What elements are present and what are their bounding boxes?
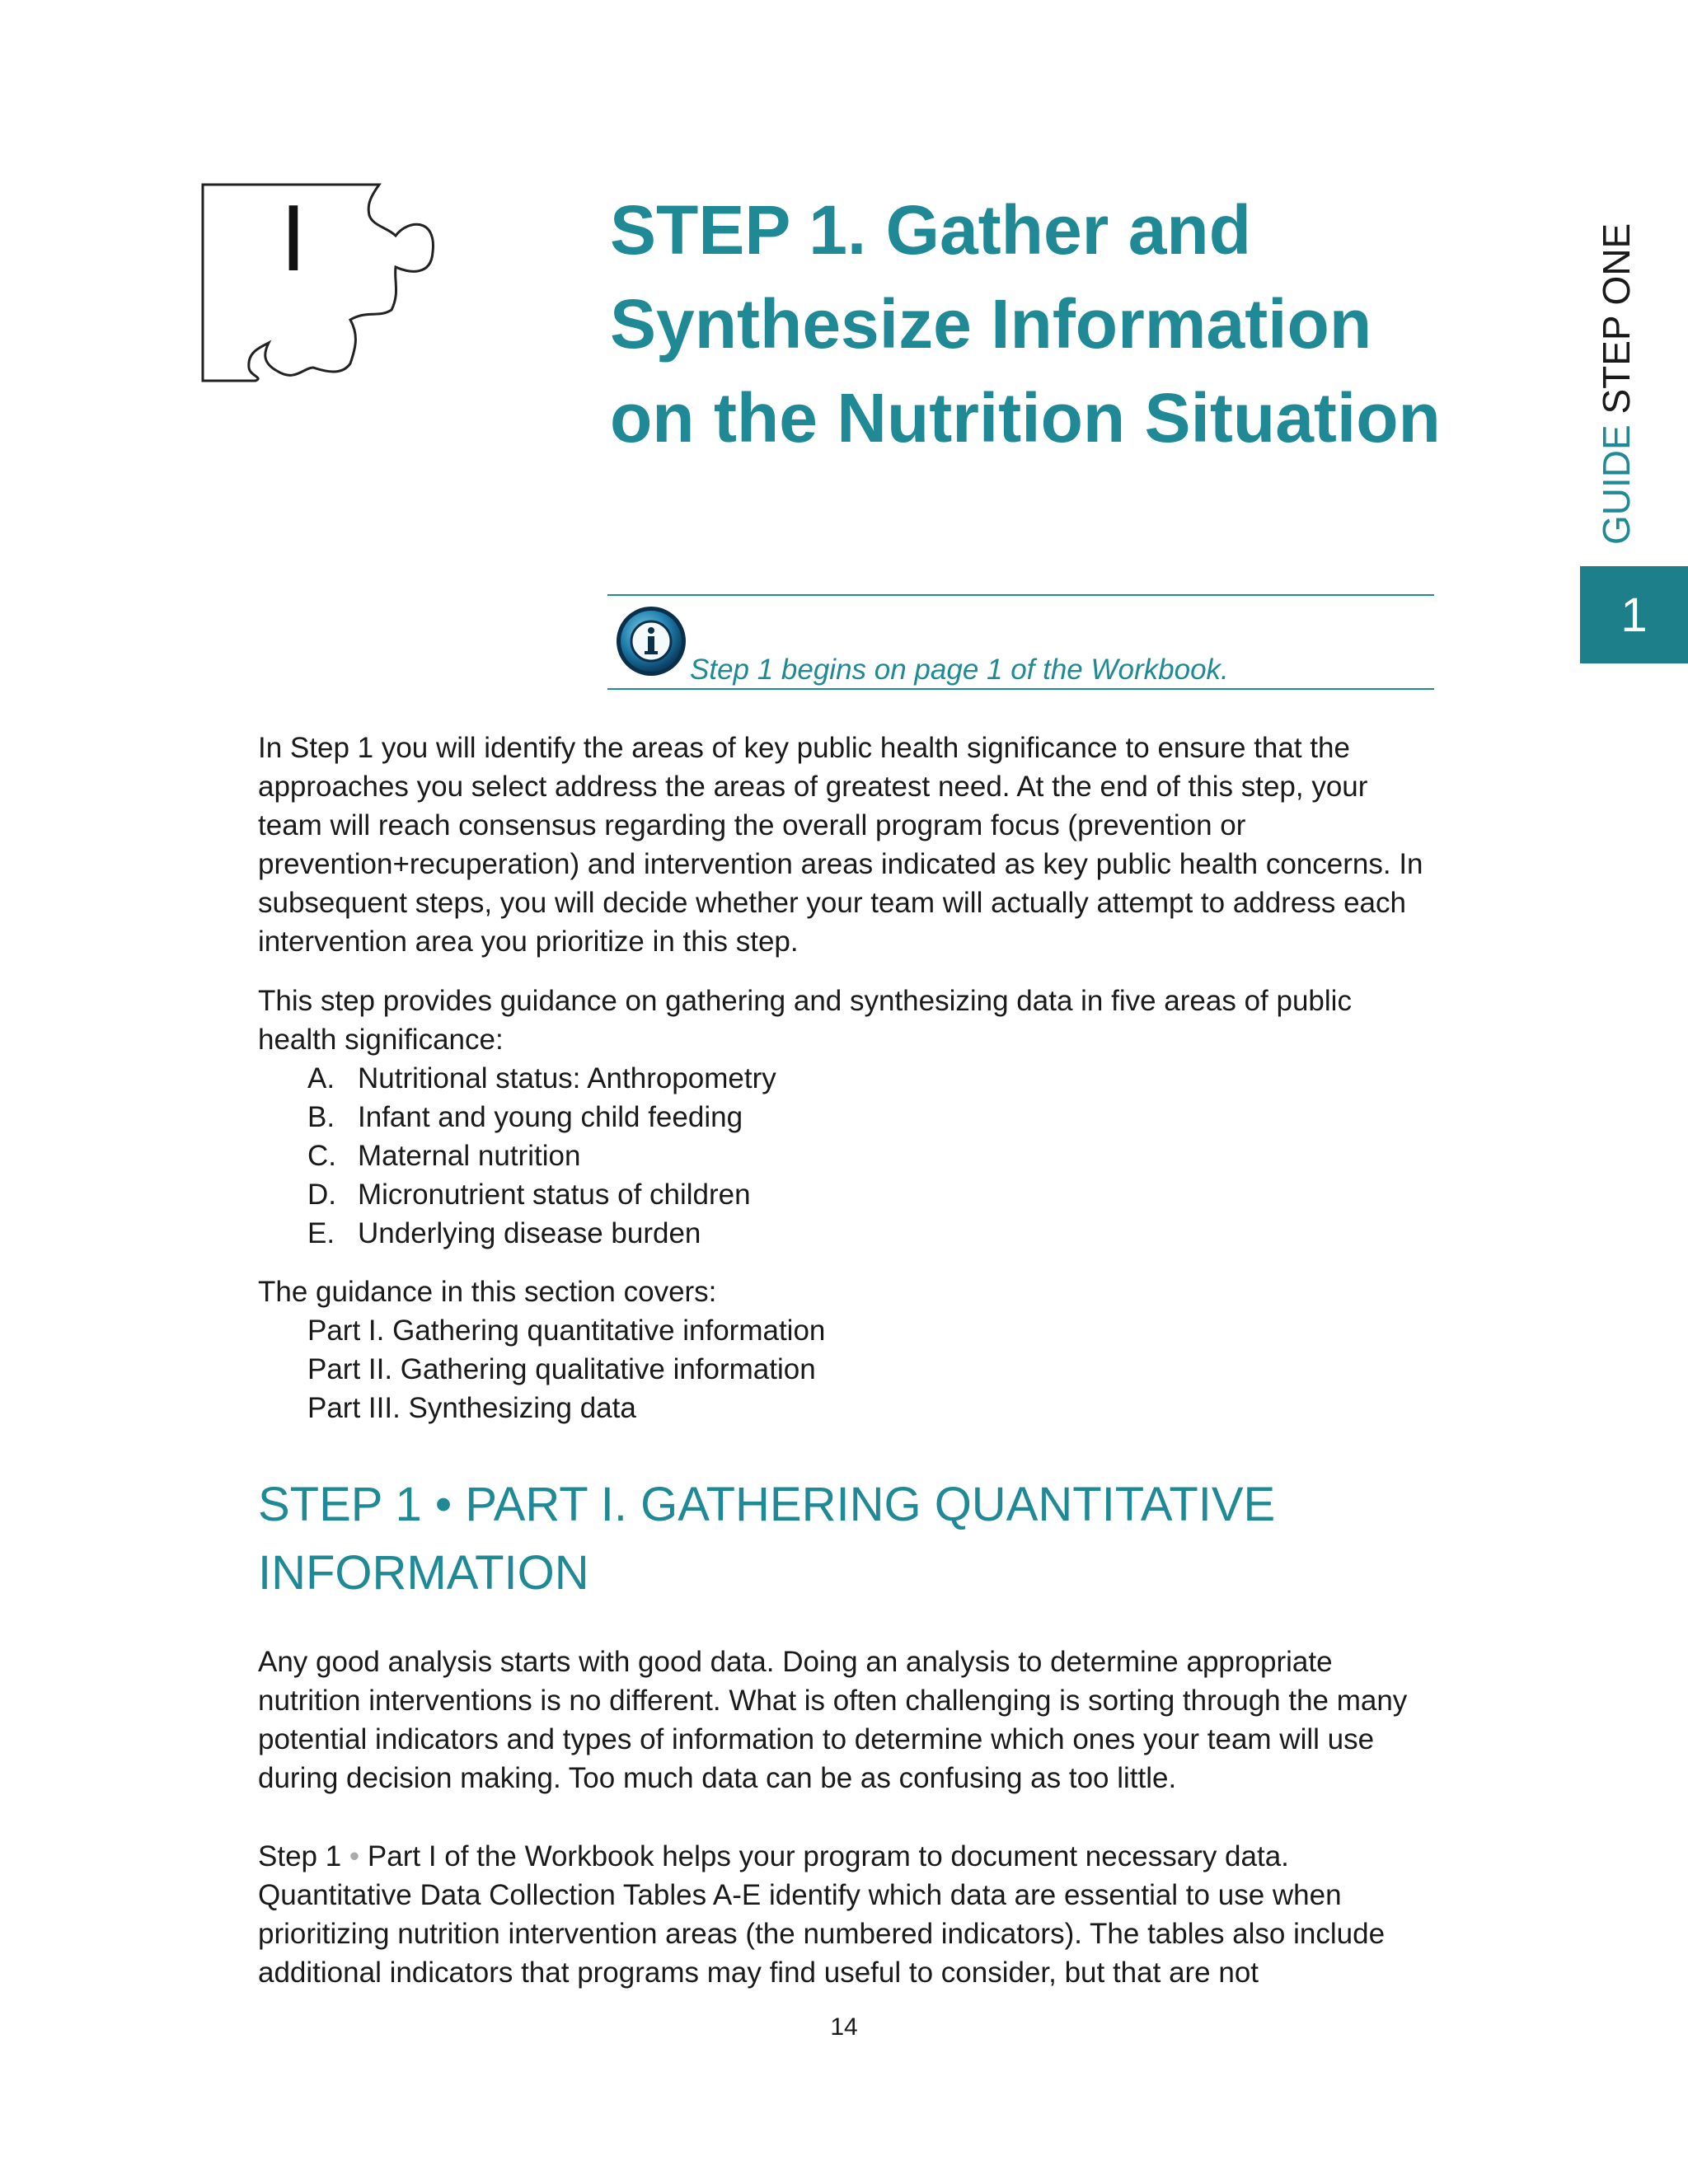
areas-intro-paragraph: This step provides guidance on gathering and synthesizing data in five areas of public health significance: [258,985,1352,1056]
workbook-paragraph: Step 1 • Part I of the Workbook helps your program to document necessary data. Quantitative Data Collection Tables A-E identify which data are essential to use when prioritizing nutrition intervention areas (the numbered indicators). The tables also include additional indicators that programs may find useful to consider, but that are not [258,1840,1386,1989]
list-item: E. Underlying disease burden [307,1217,701,1249]
list-item: B. Infant and young child feeding [307,1101,743,1133]
callout-text: Step 1 begins on page 1 of the Workbook. [690,654,1229,686]
side-tab-guide: GUIDE [1595,424,1638,545]
list-item: Part II. Gathering qualitative information [307,1353,816,1385]
side-tab-label [1595,223,1638,545]
page-number: 14 [830,2013,858,2041]
intro-paragraph: In Step 1 you will identify the areas of key public health significance to ensure that the approaches you select address the areas of greatest need. At the end of this step, your team will reach consensus regarding the overall program focus (prevention or prevention+recuperation) and intervention areas indicated as key public health concerns. In subsequent steps, you will decide whether your team will actually attempt to address each intervention area you prioritize in this step. [258,732,1423,958]
list-item: Part III. Synthesizing data [307,1392,636,1424]
parts-list [307,1311,825,1427]
side-tab-step: STEP ONE [1595,223,1638,425]
list-item: Part I. Gathering quantitative information [307,1315,826,1347]
page-title: STEP 1. Gather and Synthesize Information on the Nutrition Situation [610,191,1441,457]
side-tab-number: 1 [1580,566,1688,663]
puzzle-piece-icon [198,178,437,384]
workbook-callout [607,594,1434,690]
puzzle-letter: I [280,189,307,292]
info-icon [614,604,688,678]
guidance-paragraph: The guidance in this section covers: [258,1276,717,1308]
list-item: C. Maternal nutrition [307,1140,581,1172]
analysis-paragraph: Any good analysis starts with good data. Doing an analysis to determine appropriate nutrition interventions is no different. What is often challenging is sorting through the many potential indicators and types of information to determine which ones your team will use during decision making. Too much data can be as confusing as too little. [258,1646,1408,1794]
areas-list [307,1059,776,1253]
bullet-dot: • [349,1840,360,1872]
section-heading: STEP 1 • PART I. GATHERING QUANTITATIVE INFORMATION [258,1478,1276,1600]
list-item: A. Nutritional status: Anthropometry [307,1062,776,1094]
list-item: D. Micronutrient status of children [307,1179,751,1211]
